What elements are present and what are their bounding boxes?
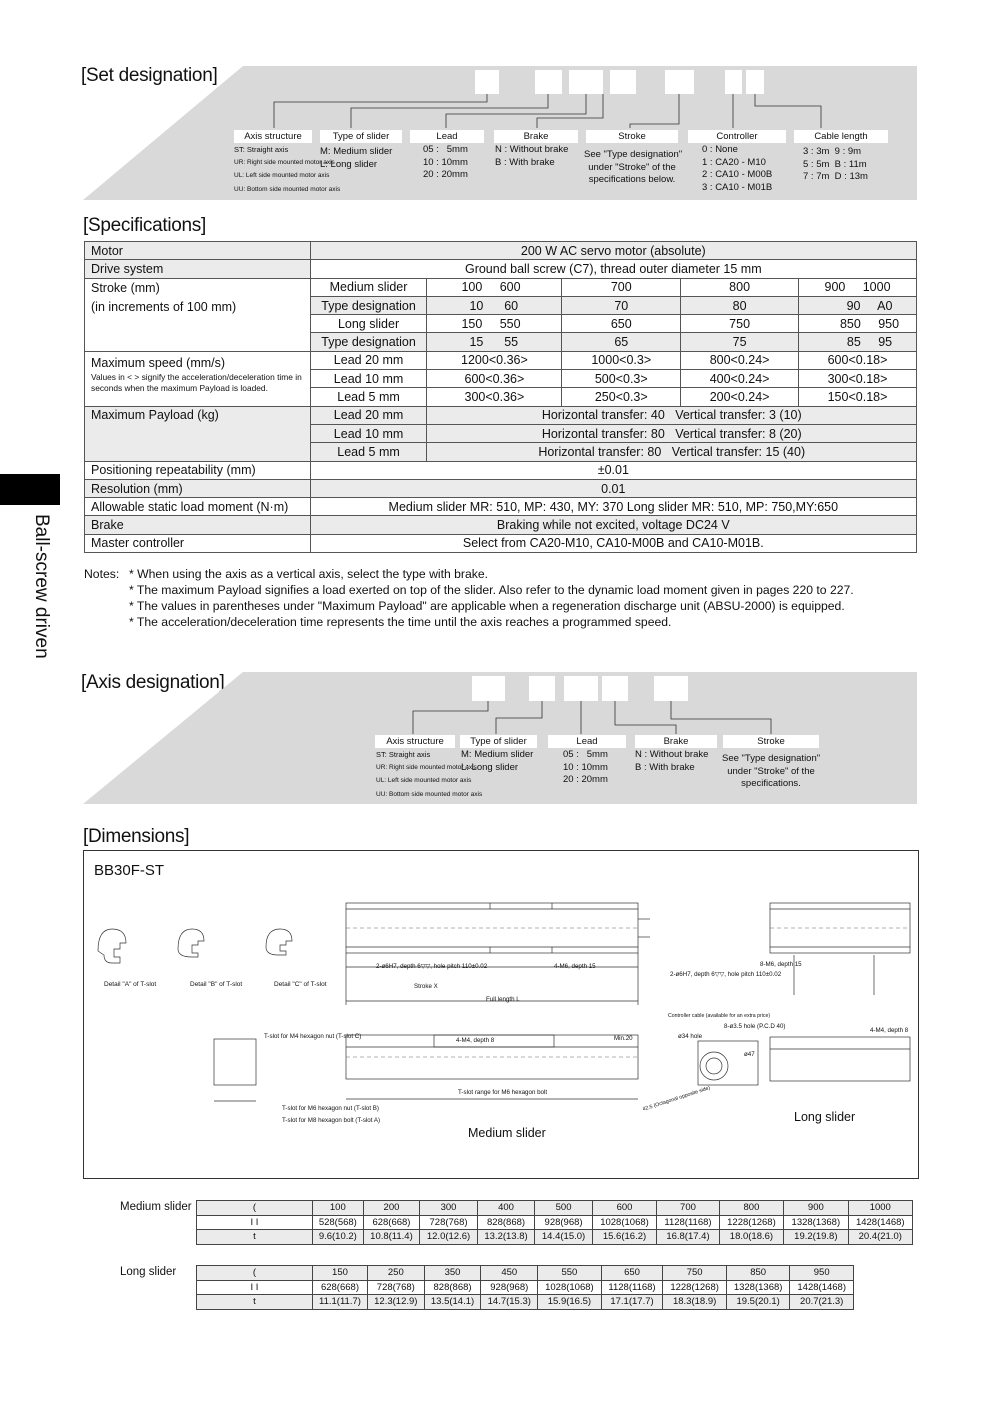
table-cell: 1000 xyxy=(848,1201,912,1216)
annotation-phi47: ø47 xyxy=(744,1051,755,1058)
table-cell: 828(868) xyxy=(477,1215,535,1230)
table-cell: 828(868) xyxy=(424,1280,481,1295)
table-cell: 1028(1068) xyxy=(538,1280,602,1295)
dimensions-model: BB30F-ST xyxy=(94,862,165,879)
spec-stroke-cell: 10 60 xyxy=(427,296,562,314)
axis-label-axis: Axis structure xyxy=(375,735,455,748)
spec-speed-cell: 600<0.36> xyxy=(427,370,562,388)
axis-label-slider: Type of slider xyxy=(460,735,537,748)
spec-master-label: Master controller xyxy=(85,534,311,552)
table-cell: 14.4(15.0) xyxy=(535,1230,593,1245)
spec-row-moment xyxy=(85,498,917,516)
annotation-m6: 4-M6, depth 15 xyxy=(554,963,596,970)
spec-stroke-row-label: Long slider xyxy=(310,315,427,333)
set-slider-options: M: Medium slider L: Long slider xyxy=(320,146,393,170)
spec-row-speed-0 xyxy=(85,351,917,369)
spec-stroke-label2: (in increments of 100 mm) xyxy=(91,299,237,314)
medium-slider-caption: Medium slider xyxy=(468,1126,546,1140)
spec-speed-row-label: Lead 20 mm xyxy=(310,351,427,369)
spec-stroke-cell: 850 950 xyxy=(799,315,917,333)
annotation-octagon: 42.5 (Octagonal opposite side) xyxy=(642,1085,712,1113)
set-label-axis: Axis structure xyxy=(234,130,312,143)
spec-speed-label: Maximum speed (mm/s) xyxy=(91,355,226,370)
table-cell: 528(568) xyxy=(313,1215,364,1230)
spec-row-master xyxy=(85,534,917,552)
set-axis-opt-1: UR: Right side mounted motor axis xyxy=(234,159,335,166)
table-cell: 1028(1068) xyxy=(592,1215,656,1230)
spec-drive-label: Drive system xyxy=(85,260,311,278)
spec-drive-value: Ground ball screw (C7), thread outer diameter 15 mm xyxy=(310,260,916,278)
table-cell: 19.2(19.8) xyxy=(784,1230,848,1245)
table-cell: 150 xyxy=(313,1266,368,1281)
spec-speed-note: Values in < > signify the acceleration/deceleration time in seconds when the maximum Payload is loaded. xyxy=(91,371,302,393)
medium-table-head xyxy=(197,1201,913,1216)
table-cell: 300 xyxy=(420,1201,478,1216)
table-cell: 928(968) xyxy=(481,1280,538,1295)
table-cell: 350 xyxy=(424,1266,481,1281)
detail-c-caption: Detail "C" of T-slot xyxy=(274,981,327,988)
spec-motor-value: 200 W AC servo motor (absolute) xyxy=(310,242,916,260)
annotation-m6-long: 8-M6, depth 15 xyxy=(760,961,802,968)
table-cell: ( xyxy=(197,1201,313,1216)
spec-speed-cell: 500<0.3> xyxy=(562,370,681,388)
medium-table-row-l xyxy=(197,1215,913,1230)
set-label-lead: Lead xyxy=(410,130,484,143)
spec-repeat-label: Positioning repeatability (mm) xyxy=(85,461,311,479)
table-cell: 1228(1268) xyxy=(663,1280,727,1295)
side-tab-marker xyxy=(0,474,60,505)
axis-axis-opt-3: UU: Bottom side mounted motor axis xyxy=(376,791,483,798)
table-cell: 600 xyxy=(592,1201,656,1216)
spec-payload-value: Horizontal transfer: 80 Vertical transfer: 8 (20) xyxy=(427,424,917,442)
table-cell: 12.3(12.9) xyxy=(367,1295,424,1310)
spec-speed-cell: 800<0.24> xyxy=(681,351,799,369)
table-cell: 628(668) xyxy=(363,1215,420,1230)
set-label-brake: Brake xyxy=(494,130,578,143)
annotation-tslot-m4: T-slot for M4 hexagon nut (T-slot C) xyxy=(264,1033,362,1040)
spec-row-payload-0 xyxy=(85,406,917,424)
table-cell: 450 xyxy=(481,1266,538,1281)
spec-stroke-cell: 90 A0 xyxy=(799,296,917,314)
table-cell: ( xyxy=(197,1266,313,1281)
table-cell: 20.4(21.0) xyxy=(848,1230,912,1245)
annotation-min20: Min.20 xyxy=(614,1035,633,1042)
table-cell: 20.7(21.3) xyxy=(790,1295,854,1310)
long-table-label: Long slider xyxy=(120,1266,177,1278)
spec-stroke-cell: 900 1000 xyxy=(799,278,917,296)
set-axis-opt-3: UU: Bottom side mounted motor axis xyxy=(234,186,341,193)
annotation-m4-long: 4-M4, depth 8 xyxy=(870,1027,909,1034)
table-cell: 1228(1268) xyxy=(719,1215,783,1230)
annotation-tslot-range: T-slot range for M6 hexagon bolt xyxy=(458,1089,548,1096)
spec-speed-cell: 1200<0.36> xyxy=(427,351,562,369)
long-slider-caption: Long slider xyxy=(794,1110,856,1124)
table-cell: 18.3(18.9) xyxy=(663,1295,727,1310)
spec-speed-cell: 1000<0.3> xyxy=(562,351,681,369)
spec-speed-cell: 250<0.3> xyxy=(562,388,681,406)
spec-payload-row-label: Lead 10 mm xyxy=(310,424,427,442)
spec-stroke-cell: 85 95 xyxy=(799,333,917,351)
table-cell: I I xyxy=(197,1280,313,1295)
side-tab-label: Ball-screw driven xyxy=(31,514,52,659)
axis-label-lead: Lead xyxy=(548,735,626,748)
table-cell: 1128(1168) xyxy=(601,1280,663,1295)
annotation-pin-holes: 2-ø6H7, depth 6▽▽, hole pitch 110±0.02 xyxy=(376,963,488,970)
set-brake-options: N : Without brake B : With brake xyxy=(495,144,569,168)
spec-stroke-cell: 65 xyxy=(562,333,681,351)
spec-row-stroke-0 xyxy=(85,278,917,296)
spec-stroke-cell: 100 600 xyxy=(427,278,562,296)
spec-stroke-cell: 70 xyxy=(562,296,681,314)
table-cell: 200 xyxy=(363,1201,420,1216)
spec-payload-label: Maximum Payload (kg) xyxy=(85,406,311,461)
table-cell: I I xyxy=(197,1215,313,1230)
spec-payload-value: Horizontal transfer: 40 Vertical transfer: 3 (10) xyxy=(427,406,917,424)
table-cell: 14.7(15.3) xyxy=(481,1295,538,1310)
axis-label-stroke: Stroke xyxy=(723,735,819,748)
spec-speed-label-cell xyxy=(85,351,311,406)
spec-stroke-cell: 75 xyxy=(681,333,799,351)
spec-stroke-cell: 150 550 xyxy=(427,315,562,333)
spec-row-resolution xyxy=(85,479,917,497)
detail-a-caption: Detail "A" of T-slot xyxy=(104,981,157,988)
axis-axis-opt-1: UR: Right side mounted motor axis xyxy=(376,764,477,771)
set-lead-options: 05 : 5mm 10 : 10mm 20 : 20mm xyxy=(423,144,468,180)
table-cell: 900 xyxy=(784,1201,848,1216)
table-cell: 100 xyxy=(313,1201,364,1216)
spec-row-drive xyxy=(85,260,917,278)
table-cell: 18.0(18.6) xyxy=(719,1230,783,1245)
spec-stroke-label-cell xyxy=(85,278,311,351)
table-cell: 728(768) xyxy=(367,1280,424,1295)
spec-payload-value: Horizontal transfer: 80 Vertical transfer: 15 (40) xyxy=(427,443,917,461)
set-label-cable: Cable length xyxy=(794,130,888,143)
table-cell: 9.6(10.2) xyxy=(313,1230,364,1245)
table-cell: 728(768) xyxy=(420,1215,478,1230)
axis-label-brake: Brake xyxy=(635,735,717,748)
spec-stroke-cell: 15 55 xyxy=(427,333,562,351)
table-cell: 13.2(13.8) xyxy=(477,1230,535,1245)
table-cell: 550 xyxy=(538,1266,602,1281)
spec-speed-cell: 300<0.36> xyxy=(427,388,562,406)
spec-payload-row-label: Lead 20 mm xyxy=(310,406,427,424)
annotation-tslot-m8: T-slot for M8 hexagon bolt (T-slot A) xyxy=(282,1117,381,1124)
spec-repeat-value: ±0.01 xyxy=(310,461,916,479)
spec-speed-row-label: Lead 10 mm xyxy=(310,370,427,388)
spec-speed-cell: 150<0.18> xyxy=(799,388,917,406)
set-stroke-options: See "Type designation" under "Stroke" of the specifications below. xyxy=(584,149,683,185)
table-cell: 628(668) xyxy=(313,1280,368,1295)
table-cell: 950 xyxy=(790,1266,854,1281)
notes-prefix: Notes: xyxy=(84,567,120,581)
table-cell: 19.5(20.1) xyxy=(726,1295,790,1310)
specifications-table xyxy=(84,241,917,553)
table-cell: 13.5(14.1) xyxy=(424,1295,481,1310)
table-cell: 400 xyxy=(477,1201,535,1216)
note-line: * The maximum Payload signifies a load exerted on top of the slider. Also refer to the dynamic load moment given in pages 220 to 227. xyxy=(129,583,854,597)
annotation-m4: 4-M4, depth 8 xyxy=(456,1037,495,1044)
annotation-hole35: 8-ø3.5 hole (P.C.D 40) xyxy=(724,1023,786,1030)
table-cell: t xyxy=(197,1295,313,1310)
spec-brake-value: Braking while not excited, voltage DC24 V xyxy=(310,516,916,534)
set-label-slider: Type of slider xyxy=(320,130,402,143)
annotation-full-length: Full length L xyxy=(486,996,520,1003)
spec-speed-cell: 200<0.24> xyxy=(681,388,799,406)
axis-stroke-options: See "Type designation" under "Stroke" of the specifications. xyxy=(722,753,821,789)
spec-stroke-cell: 650 xyxy=(562,315,681,333)
axis-designation-title: [Axis designation] xyxy=(81,672,225,693)
axis-axis-opt-2: UL: Left side mounted motor axis xyxy=(376,777,472,784)
spec-motor-label: Motor xyxy=(85,242,311,260)
long-slider-table xyxy=(196,1265,854,1310)
spec-moment-label: Allowable static load moment (N·m) xyxy=(85,498,311,516)
table-cell: 15.6(16.2) xyxy=(592,1230,656,1245)
table-cell: 1428(1468) xyxy=(790,1280,854,1295)
table-cell: 17.1(17.7) xyxy=(601,1295,663,1310)
spec-stroke-row-label: Type designation xyxy=(310,333,427,351)
table-cell: 650 xyxy=(601,1266,663,1281)
table-cell: 500 xyxy=(535,1201,593,1216)
table-cell: 700 xyxy=(657,1201,720,1216)
spec-resolution-value: 0.01 xyxy=(310,479,916,497)
medium-table-row-t xyxy=(197,1230,913,1245)
spec-speed-cell: 400<0.24> xyxy=(681,370,799,388)
spec-row-motor xyxy=(85,242,917,260)
table-cell: 15.9(16.5) xyxy=(538,1295,602,1310)
note-line: * When using the axis as a vertical axis, select the type with brake. xyxy=(129,567,489,581)
dimensions-frame xyxy=(83,850,919,1179)
long-table-row-l xyxy=(197,1280,854,1295)
table-cell: 250 xyxy=(367,1266,424,1281)
table-cell: t xyxy=(197,1230,313,1245)
spec-stroke-cell: 80 xyxy=(681,296,799,314)
spec-brake-label: Brake xyxy=(85,516,311,534)
spec-stroke-row-label: Medium slider xyxy=(310,278,427,296)
note-line: * The values in parentheses under "Maximum Payload" are applicable when a regeneration discharge unit (ABSU-2000) is equipped. xyxy=(129,599,845,613)
long-table-row-t xyxy=(197,1295,854,1310)
spec-stroke-cell: 700 xyxy=(562,278,681,296)
spec-master-value: Select from CA20-M10, CA10-M00B and CA10-M01B. xyxy=(310,534,916,552)
annotation-pin-long: 2-ø6H7, depth 6▽▽, hole pitch 110±0.02 xyxy=(670,971,782,978)
spec-speed-cell: 600<0.18> xyxy=(799,351,917,369)
detail-b-caption: Detail "B" of T-slot xyxy=(190,981,243,988)
set-label-controller: Controller xyxy=(688,130,786,143)
spec-speed-cell: 300<0.18> xyxy=(799,370,917,388)
table-cell: 11.1(11.7) xyxy=(313,1295,368,1310)
medium-slider-table xyxy=(196,1200,913,1245)
annotation-tslot-m6: T-slot for M6 hexagon nut (T-slot B) xyxy=(282,1105,379,1112)
table-cell: 16.8(17.4) xyxy=(657,1230,720,1245)
set-controller-options: 0 : None 1 : CA20 - M10 2 : CA10 - M00B 3 : CA10 - M01B xyxy=(702,144,773,193)
set-axis-opt-2: UL: Left side mounted motor axis xyxy=(234,172,330,179)
annotation-cable: Controller cable (available for an extra price) xyxy=(668,1013,771,1019)
spec-stroke-cell: 800 xyxy=(681,278,799,296)
spec-row-repeat xyxy=(85,461,917,479)
spec-payload-row-label: Lead 5 mm xyxy=(310,443,427,461)
table-cell: 1428(1468) xyxy=(848,1215,912,1230)
axis-axis-opt-0: ST: Straight axis xyxy=(376,750,431,759)
axis-slider-options: M: Medium slider L: Long slider xyxy=(461,749,534,773)
axis-brake-options: N : Without brake B : With brake xyxy=(635,749,709,773)
annotation-stroke-x: Stroke X xyxy=(414,983,438,990)
spec-moment-value: Medium slider MR: 510, MP: 430, MY: 370 Long slider MR: 510, MP: 750,MY:650 xyxy=(310,498,916,516)
dimensions-title: [Dimensions] xyxy=(83,826,190,847)
table-cell: 928(968) xyxy=(535,1215,593,1230)
table-cell: 12.0(12.6) xyxy=(420,1230,478,1245)
table-cell: 1328(1368) xyxy=(726,1280,790,1295)
note-line: * The acceleration/deceleration time represents the time until the axis reaches a programmed speed. xyxy=(129,615,672,629)
medium-table-label: Medium slider xyxy=(120,1201,192,1213)
axis-lead-options: 05 : 5mm 10 : 10mm 20 : 20mm xyxy=(563,749,608,785)
table-cell: 1128(1168) xyxy=(657,1215,720,1230)
spec-speed-row-label: Lead 5 mm xyxy=(310,388,427,406)
spec-stroke-row-label: Type designation xyxy=(310,296,427,314)
table-cell: 1328(1368) xyxy=(784,1215,848,1230)
annotation-hole34: ø34 hole xyxy=(678,1033,703,1040)
long-table-head xyxy=(197,1266,854,1281)
set-axis-opt-0: ST: Straight axis xyxy=(234,145,289,154)
spec-stroke-cell: 750 xyxy=(681,315,799,333)
table-cell: 850 xyxy=(726,1266,790,1281)
set-cable-options: 3 : 3m 9 : 9m 5 : 5m B : 11m 7 : 7m D : 13m xyxy=(803,146,868,182)
table-cell: 10.8(11.4) xyxy=(363,1230,420,1245)
spec-stroke-label: Stroke (mm) xyxy=(91,280,160,295)
spec-row-brake xyxy=(85,516,917,534)
spec-resolution-label: Resolution (mm) xyxy=(85,479,311,497)
specifications-title: [Specifications] xyxy=(83,215,206,236)
table-cell: 750 xyxy=(663,1266,727,1281)
set-designation-title: [Set designation] xyxy=(81,65,218,86)
set-label-stroke: Stroke xyxy=(586,130,678,143)
table-cell: 800 xyxy=(719,1201,783,1216)
